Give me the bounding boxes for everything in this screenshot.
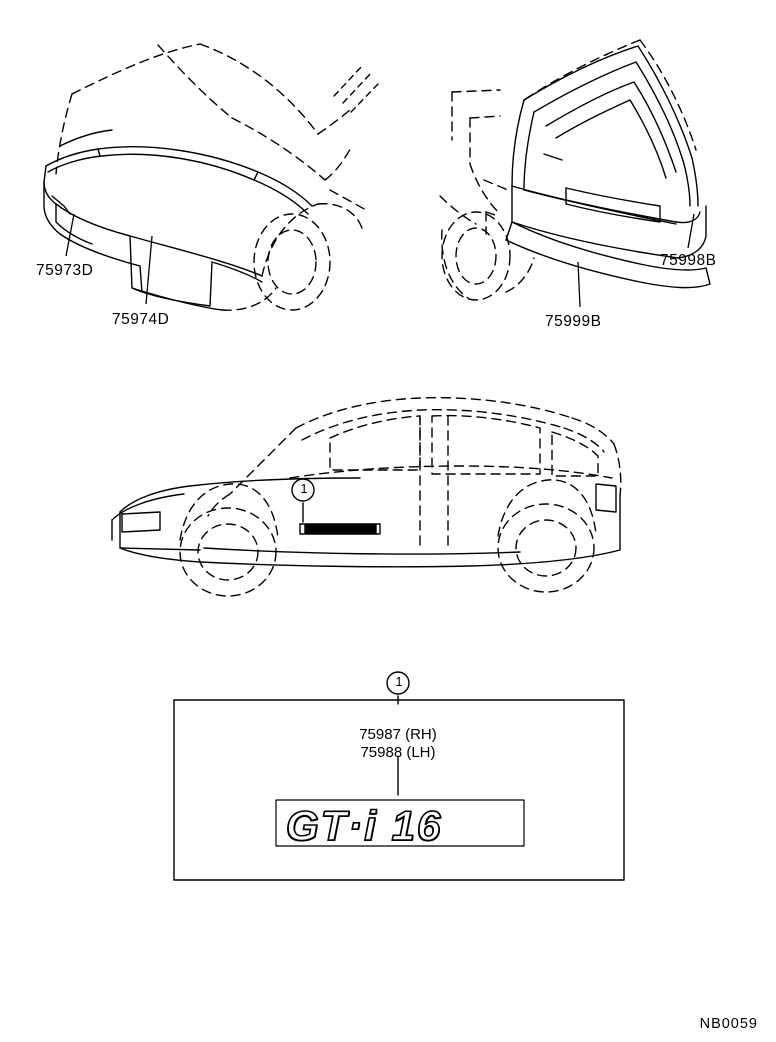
figure-code: NB0059 — [699, 1016, 758, 1032]
item-marker-side-view: 1 — [300, 481, 308, 496]
item-marker-detail: 1 — [395, 674, 403, 689]
callout-75999B: 75999B — [545, 313, 602, 330]
emblem-label: GT·i 16 — [286, 802, 443, 849]
callout-75974D: 75974D — [112, 311, 170, 328]
part-number-rh: 75987 (RH) — [359, 726, 437, 743]
callout-75998B: 75998B — [660, 252, 717, 269]
callout-75973D: 75973D — [36, 262, 94, 279]
item-number-circles — [292, 479, 409, 694]
part-number-lh: 75988 (LH) — [360, 744, 436, 761]
